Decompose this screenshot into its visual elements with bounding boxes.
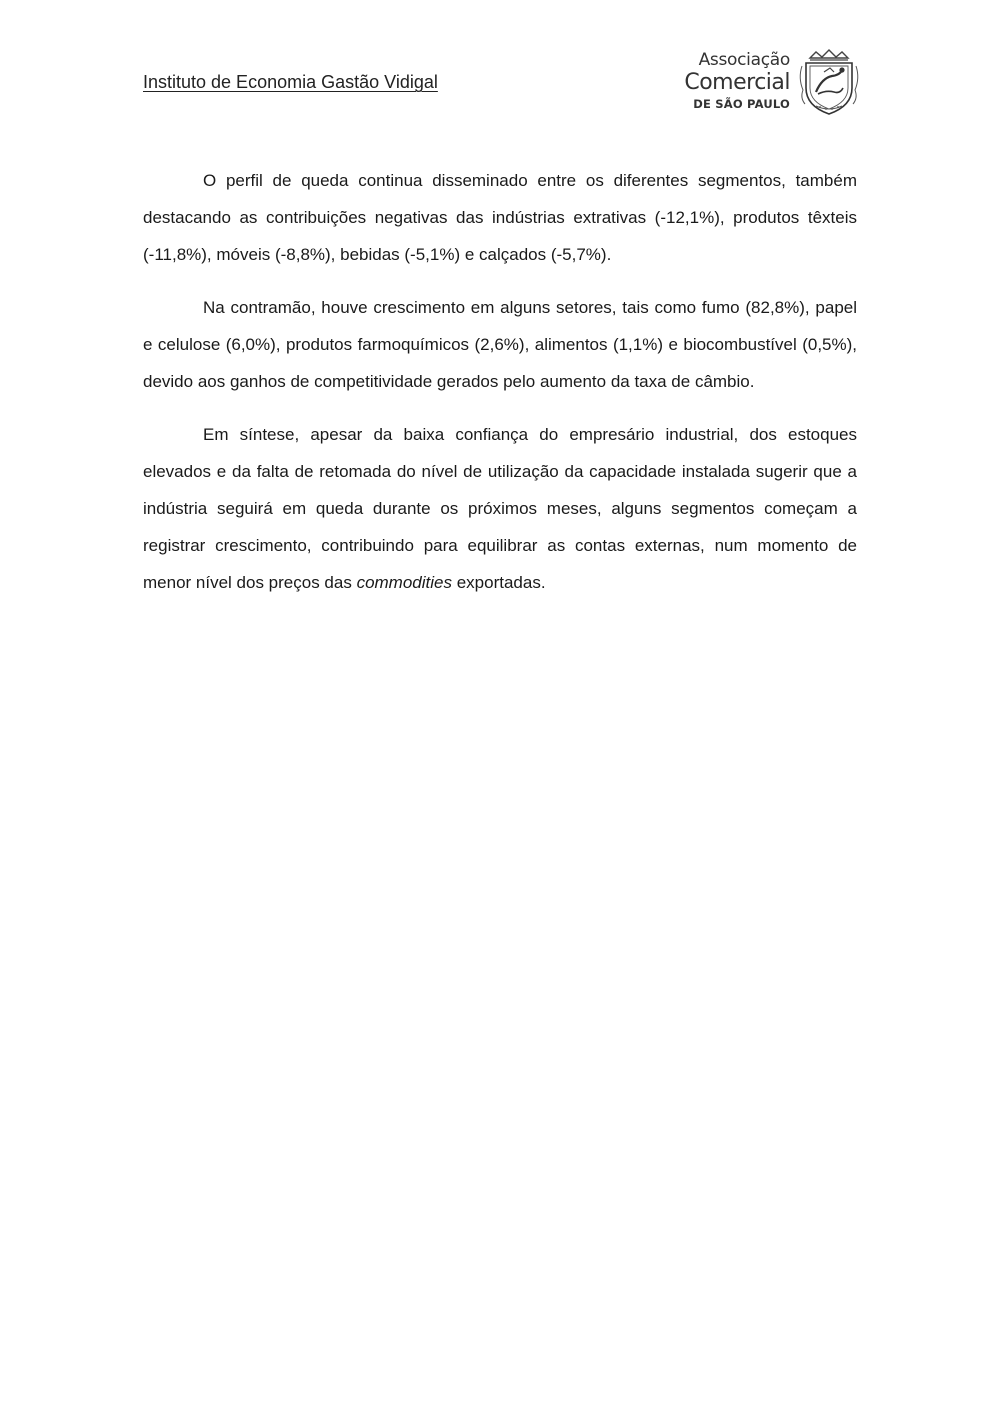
document-body — [143, 162, 857, 617]
logo-line-comercial: Comercial — [684, 70, 790, 95]
logo-line-sao-paulo: DE SÃO PAULO — [693, 97, 790, 111]
paragraph-3 — [143, 416, 857, 601]
paragraph-2: Na contramão, houve crescimento em alguns setores, tais como fumo (82,8%), papel e celulose (6,0%), produtos farmoquímicos (2,6%), alimentos (1,1%) e biocombustível (0,5%), devido aos ganhos de competitividade gerados pelo aumento da taxa de câmbio. — [143, 298, 857, 391]
paragraph-1: O perfil de queda continua disseminado entre os diferentes segmentos, também destacando as contribuições negativas das indústrias extrativas (-12,1%), produtos têxteis (-11,8%), móveis (-8,8%), bebidas (-5,1%) e calçados (-5,7%). — [143, 171, 857, 264]
logo — [686, 48, 866, 118]
paragraph-3-text: Em síntese, apesar da baixa confiança do empresário industrial, dos estoques elevados e da falta de retomada do nível de utilização da capacidade instalada sugerir que a indústria seguirá em queda durante os próximos meses, alguns segmentos começam a registrar crescimento, contribuindo para equilibrar as contas externas, num momento de menor nível dos preços das — [143, 425, 857, 592]
paragraph-3-italic-term: commodities — [356, 573, 452, 592]
paragraph-3-ending: exportadas. — [451, 573, 546, 592]
logo-line-associacao: Associação — [698, 50, 790, 70]
acsp-seal-icon — [796, 48, 862, 116]
header-title: Instituto de Economia Gastão Vidigal — [143, 72, 438, 92]
